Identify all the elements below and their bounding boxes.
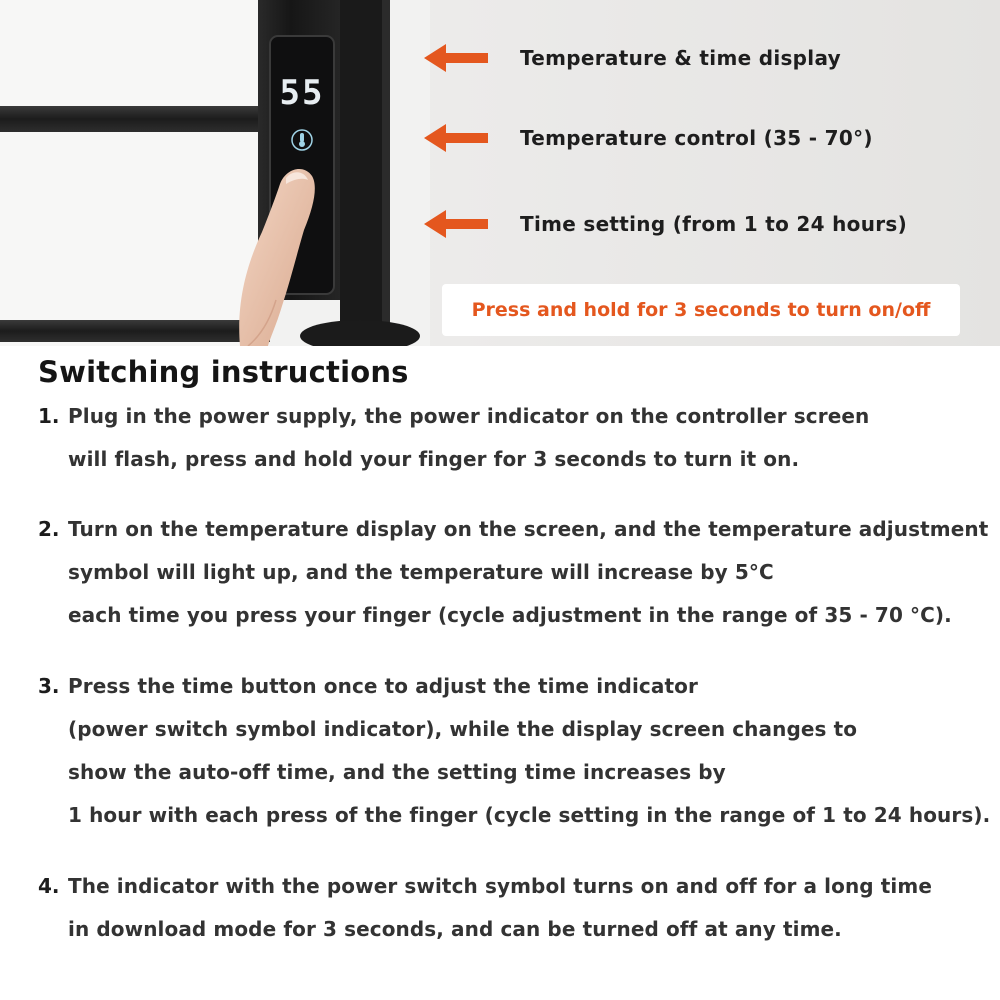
- step-line: will flash, press and hold your finger for 3 seconds to turn it on.: [68, 447, 800, 471]
- callout-label: Temperature control (35 - 70°): [520, 126, 873, 150]
- step-line: 1 hour with each press of the finger (cycle setting in the range of 1 to 24 hours).: [68, 803, 991, 827]
- callout-label: Temperature & time display: [520, 46, 841, 70]
- hold-note-text: Press and hold for 3 seconds to turn on/off: [471, 299, 931, 321]
- step-line: in download mode for 3 seconds, and can be turned off at any time.: [68, 917, 842, 941]
- step-line: Plug in the power supply, the power indicator on the controller screen: [68, 404, 870, 428]
- arrow-left-icon: [424, 44, 488, 72]
- step-line: show the auto-off time, and the setting time increases by: [68, 760, 726, 784]
- arrow-left-icon: [424, 124, 488, 152]
- hold-note-box: [442, 284, 960, 336]
- step-number: 3.: [38, 674, 60, 698]
- callout-label: Time setting (from 1 to 24 hours): [520, 212, 908, 236]
- step-number: 4.: [38, 874, 60, 898]
- step-line: symbol will light up, and the temperature will increase by 5°C: [68, 560, 774, 584]
- instructions-title: Switching instructions: [38, 355, 409, 389]
- step-number: 2.: [38, 517, 60, 541]
- step-line: each time you press your finger (cycle adjustment in the range of 35 - 70 °C).: [68, 603, 952, 627]
- step-line: (power switch symbol indicator), while the display screen changes to: [68, 717, 858, 741]
- temperature-display: [280, 73, 325, 113]
- towel-rail-illustration: [0, 0, 430, 346]
- step-number: 1.: [38, 404, 60, 428]
- step-line: Turn on the temperature display on the screen, and the temperature adjustment: [68, 517, 989, 541]
- callout-time: [424, 204, 908, 244]
- step-line: Press the time button once to adjust the time indicator: [68, 674, 698, 698]
- step-line: The indicator with the power switch symbol turns on and off for a long time: [68, 874, 932, 898]
- callout-display: [424, 38, 841, 78]
- callout-temperature: [424, 118, 873, 158]
- svg-text:55: 55: [279, 73, 325, 113]
- arrow-left-icon: [424, 210, 488, 238]
- product-photo: [0, 0, 1000, 346]
